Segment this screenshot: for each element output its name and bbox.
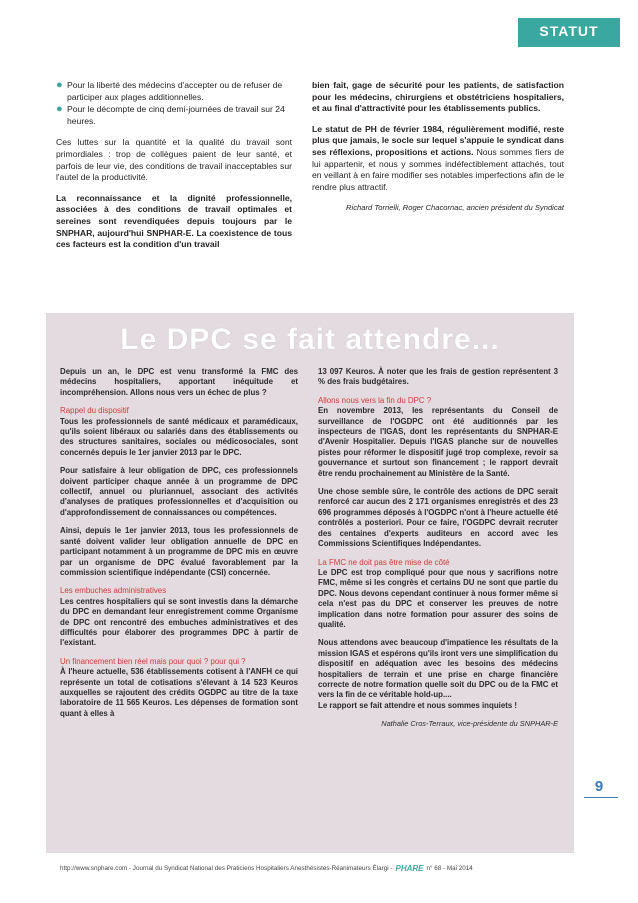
footer-text: http://www.snphare.com - Journal du Syndicat National des Praticiens Hospitaliers Anesthésistes-Réanimateurs Élargi - xyxy=(60,865,393,872)
dpc-paragraph: Pour satisfaire à leur obligation de DPC, ces professionnels doivent participer chaque année à un programme de DPC collectif, annuel ou pluriannuel, associant des activités d'analyses de pratiques professionnelles et d'acquisition ou d'approfondissement de connaissances ou compétences. xyxy=(60,466,298,517)
section-label: STATUT xyxy=(539,23,599,39)
dpc-paragraph: Nous attendons avec beaucoup d'impatience les résultats de la mission IGAS et espérons qu'ils iront vers une simplification du dispositif en adéquation avec les besoins des médecins hospitaliers de terrain et une prise en charge financière correcte de notre formation quelle soit du DPC ou de la FMC et vers la fin de ce véritable hold-up.... xyxy=(318,638,558,700)
dpc-subheading: La FMC ne doit pas être mise de côté xyxy=(318,557,450,567)
dpc-paragraph: Ainsi, depuis le 1er janvier 2013, tous les professionnels de santé doivent valider leur obligation annuelle de DPC en participant notamment à un programme de DPC mis en œuvre par un organisme de DPC évalué favorablement par la commission scientifique indépendante (CSI) concernée. xyxy=(60,526,298,577)
paragraph-bold-part: Le statut de PH de février 1984, régulièrement modifié, reste plus que jamais, le socle sur lequel s'appuie le syndicat dans ses réflexions, propositions et actions. xyxy=(312,123,564,157)
dpc-subheading: Allons nous vers la fin du DPC ? xyxy=(318,395,432,405)
page-number: 9 xyxy=(594,778,604,795)
dpc-paragraph: Les centres hospitaliers qui se sont investis dans la démarche du DPC en demandant leur enregistrement comme Organisme de DPC ont rencontré des embuches administratives et des difficultés pour élaborer des programmes DPC à partir de l'existant. xyxy=(60,596,298,648)
phare-logo: PHARE xyxy=(395,864,424,873)
bullet-text: Pour le décompte de cinq demi-journées de travail sur 24 heures. xyxy=(67,104,285,126)
dpc-paragraph: Une chose semble sûre, le contrôle des actions de DPC serait renforcé car aucun des 2 171 organismes enregistrés et des 23 696 programmes déposés à l'OGDPC n'ont à l'heure actuelle été contrôlés a posteriori. Pour ce faire, l'OGDPC devrait recruter des centaines d'experts auditeurs en accord avec les Commissions Scientifiques Indépendantes. xyxy=(318,487,558,549)
dpc-conclusion: Le rapport se fait attendre et nous sommes inquiets ! xyxy=(318,700,518,710)
page-number-rule xyxy=(584,797,618,798)
dpc-paragraph: À l'heure actuelle, 536 établissements cotisent à l'ANFH ce qui représente un total de cotisations s'élevant à 14 523 Keuros auxquelles se rajoutent des crédits OGDPC au titre de la taxe laboratoire de 11 565 Keuros. Les dépenses de formation sont quant à elles à xyxy=(60,667,298,718)
dpc-right-column xyxy=(318,367,558,730)
left-column xyxy=(56,80,292,260)
dpc-left-column xyxy=(60,367,298,727)
footer xyxy=(60,864,580,873)
dpc-intro: Depuis un an, le DPC est venu transformé la FMC des médecins hospitaliers, apportant inéquitude et incompréhension. Allons nous vers un échec de plus ? xyxy=(60,367,298,397)
dpc-paragraph: Le DPC est trop compliqué pour que nous y sacrifions notre FMC, même si les congrès et certains DU ne sont que partie du DPC. Nous devons cependant continuer à nous former même si cela n'est pas du DPC et conserver les preuves de notre implication dans notre formation pour assurer des soins de qualité. xyxy=(318,567,558,629)
paragraph-bold: bien fait, gage de sécurité pour les patients, de satisfaction pour les médecins, chirurgiens et obstétriciens hospitaliers, et au final d'attractivité pour les établissements publics. xyxy=(312,80,564,114)
dpc-signature: Nathalie Cros-Terraux, vice-présidente du SNPHAR-E xyxy=(381,719,558,729)
bullet-text: Pour la liberté des médecins d'accepter ou de refuser de participer aux plages additionnelles. xyxy=(67,80,283,102)
right-column xyxy=(312,80,564,214)
dpc-subheading: Rappel du dispositif xyxy=(60,406,129,416)
paragraph-rest: Nous sommes fiers de lui appartenir, et nous y sommes indéfectiblement attachés, tout en veillant à en faire modifier ses notables imperfections afin de le rendre plus attractif. xyxy=(312,146,564,192)
section-rule xyxy=(518,44,620,47)
dpc-title: Le DPC se fait attendre... xyxy=(120,323,500,356)
bullet-icon: ● xyxy=(56,103,63,116)
dpc-subheading: Un financement bien réel mais pour quoi ? pour qui ? xyxy=(60,656,246,666)
dpc-box xyxy=(46,313,574,853)
bullet-item xyxy=(56,104,292,127)
footer-issue: n° 68 - Mai 2014 xyxy=(426,865,473,872)
paragraph-mixed xyxy=(312,124,564,194)
bullet-item xyxy=(56,80,292,103)
dpc-paragraph: 13 097 Keuros. À noter que les frais de gestion représentent 3 % des frais budgétaires. xyxy=(318,367,558,387)
signature: Richard Torrielli, Roger Chacornac, ancien président du Syndicat xyxy=(346,203,564,213)
dpc-subheading: Les embuches administratives xyxy=(60,586,167,596)
paragraph-bold: La reconnaissance et la dignité professionnelle, associées à des conditions de travail optimales et sereines sont revendiquées depuis toujours par le SNPHAR, aujourd'hui SNPHAR-E. La coexistence de tous ces facteurs est la condition d'un travail xyxy=(56,192,292,250)
dpc-paragraph: Tous les professionnels de santé médicaux et paramédicaux, qu'ils soient libéraux ou salariés dans des établissements ou des structures sanitaires, sociales ou médicosociales, sont concernés depuis le 1er janvier 2013 par le DPC. xyxy=(60,416,298,457)
dpc-paragraph: En novembre 2013, les représentants du Conseil de surveillance de l'OGDPC ont été auditionnés par les inspecteurs de l'IGAS, dont les représentants du SNPHAR-E d'Avenir Hospitalier. Depuis l'IGAS planche sur de nouvelles pistes pour réformer le dispositif jugé trop complexe, revoir sa gouvernance et surtout son financement ; le rapport devrait être rendu prochainement au Ministère de la Santé. xyxy=(318,406,558,478)
section-tab xyxy=(518,18,620,44)
paragraph: Ces luttes sur la quantité et la qualité du travail sont primordiales : trop de collègues paient de leur santé, et parfois de leur vie, des conditions de travail inacceptables sur l'autel de la productivité. xyxy=(56,137,292,183)
bullet-icon: ● xyxy=(56,79,63,91)
